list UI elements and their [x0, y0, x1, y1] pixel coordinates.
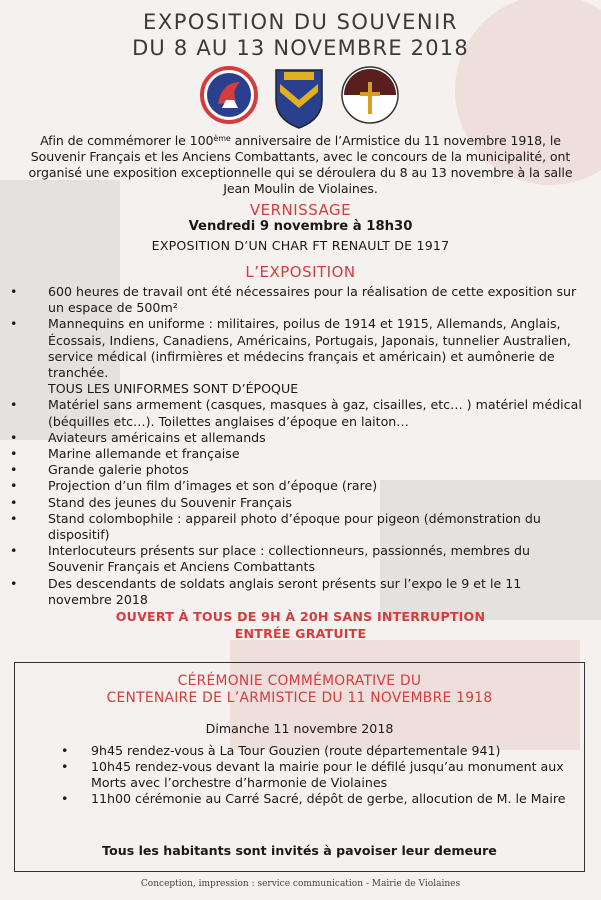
list-item-text: Des descendants de soldats anglais seront présents sur l’expo le 9 et le 11 novembre 2018	[48, 575, 522, 607]
exposition-heading: L’EXPOSITION	[245, 263, 356, 281]
list-item	[0, 316, 601, 381]
list-item	[0, 495, 601, 511]
list-item	[0, 430, 601, 446]
bullet-icon: •	[10, 429, 18, 445]
bullet-icon: •	[10, 478, 18, 494]
bullet-icon: •	[10, 397, 18, 413]
list-item-text: 600 heures de travail ont été nécessaires pour la réalisation de cette exposition sur un espace de 500m²	[48, 284, 577, 316]
list-item	[0, 478, 601, 494]
list-item	[15, 759, 584, 791]
bullet-icon: •	[61, 791, 69, 806]
bullet-icon: •	[10, 284, 18, 299]
list-item-text: 9h45 rendez-vous à La Tour Gouzien (route départementale 941)	[91, 743, 501, 758]
ceremony-footer-note: Tous les habitants sont invités à pavoiser leur demeure	[102, 843, 497, 858]
ceremony-heading-line2: CENTENAIRE DE L’ARMISTICE DU 11 NOVEMBRE 1918	[106, 690, 493, 706]
ceremony-heading-line1: CÉRÉMONIE COMMÉMORATIVE DU	[177, 673, 422, 689]
ceremony-date: Dimanche 11 novembre 2018	[205, 721, 394, 736]
uniforms-note: TOUS LES UNIFORMES SONT D’ÉPOQUE	[48, 381, 299, 397]
bullet-icon: •	[10, 543, 18, 559]
page-title: EXPOSITION DU SOUVENIR	[143, 10, 458, 34]
bullet-icon: •	[10, 510, 18, 526]
bullet-icon: •	[61, 743, 69, 758]
list-item	[0, 576, 601, 608]
list-item-text: Mannequins en uniforme : militaires, poilus de 1914 et 1915, Allemands, Anglais, Écossais, Indiens, Canadiens, Américains, Portugais, Japonais, tunnelier Australien, service médical (infirmières et médecins français et américain) et aumônerie de tranchée.	[48, 316, 571, 381]
list-item	[15, 743, 584, 759]
list-item-text: Grande galerie photos	[48, 462, 189, 478]
list-item-text: Marine allemande et française	[48, 446, 240, 462]
list-item-text: 10h45 rendez-vous devant la mairie pour le défilé jusqu’au monument aux Morts avec l’orchestre d’harmonie de Violaines	[91, 759, 564, 790]
logo-row	[200, 64, 400, 130]
list-item	[0, 284, 601, 316]
list-item-text: Matériel sans armement (casques, masques à gaz, cisailles, etc… ) matériel médical (béquilles etc…). Toilettes anglaises d’époque en laiton…	[48, 397, 582, 429]
bullet-icon: •	[10, 446, 18, 462]
bullet-icon: •	[10, 494, 18, 510]
list-item-text: Stand des jeunes du Souvenir Français	[48, 494, 292, 510]
list-item	[0, 462, 601, 478]
intro-superscript: ème	[213, 134, 231, 143]
list-item	[0, 397, 601, 429]
list-item-text: Stand colombophile : appareil photo d’époque pour pigeon (démonstration du dispositif)	[48, 510, 541, 543]
souvenir-francais-logo	[200, 64, 258, 126]
page-subtitle-dates: DU 8 AU 13 NOVEMBRE 2018	[132, 36, 469, 60]
exposition-list	[0, 284, 601, 608]
list-item-text: Aviateurs américains et allemands	[48, 429, 266, 445]
credit-line: Conception, impression : service communication - Mairie de Violaines	[140, 879, 461, 889]
intro-paragraph	[18, 133, 583, 197]
ceremony-schedule	[15, 743, 584, 807]
ceremony-box	[14, 662, 585, 872]
bullet-icon: •	[61, 759, 69, 774]
bullet-icon: •	[10, 575, 18, 591]
list-item	[0, 511, 601, 543]
list-item	[0, 543, 601, 575]
opening-hours: OUVERT À TOUS DE 9H À 20H SANS INTERRUPTION	[115, 609, 486, 624]
free-entry: ENTRÉE GRATUITE	[234, 626, 367, 641]
intro-text-part1: Afin de commémorer le 100	[40, 133, 214, 148]
anciens-combattants-logo	[340, 64, 400, 126]
vernissage-heading: VERNISSAGE	[249, 201, 352, 219]
list-item	[0, 446, 601, 462]
vernissage-date: Vendredi 9 novembre à 18h30	[188, 219, 413, 234]
intro-text-part2: anniversaire de l’Armistice du 11 novembre 1918, le Souvenir Français et les Anciens Combattants, avec le concours de la municipalité, ont organisé une exposition exceptionnelle qui se déroulera du 8 au 13 novembre à la salle Jean Moulin de Violaines.	[28, 133, 573, 196]
list-item-text: Projection d’un film d’images et son d’époque (rare)	[48, 478, 378, 494]
bullet-icon: •	[10, 462, 18, 478]
list-item-text: Interlocuteurs présents sur place : collectionneurs, passionnés, membres du Souvenir Français et Anciens Combattants	[48, 543, 531, 575]
bullet-icon: •	[10, 316, 18, 332]
tank-exhibit-line: EXPOSITION D’UN CHAR FT RENAULT DE 1917	[151, 238, 450, 253]
violaines-coat-of-arms-logo	[270, 64, 328, 130]
list-item-text: 11h00 cérémonie au Carré Sacré, dépôt de gerbe, allocution de M. le Maire	[91, 791, 566, 806]
list-item	[15, 791, 584, 807]
